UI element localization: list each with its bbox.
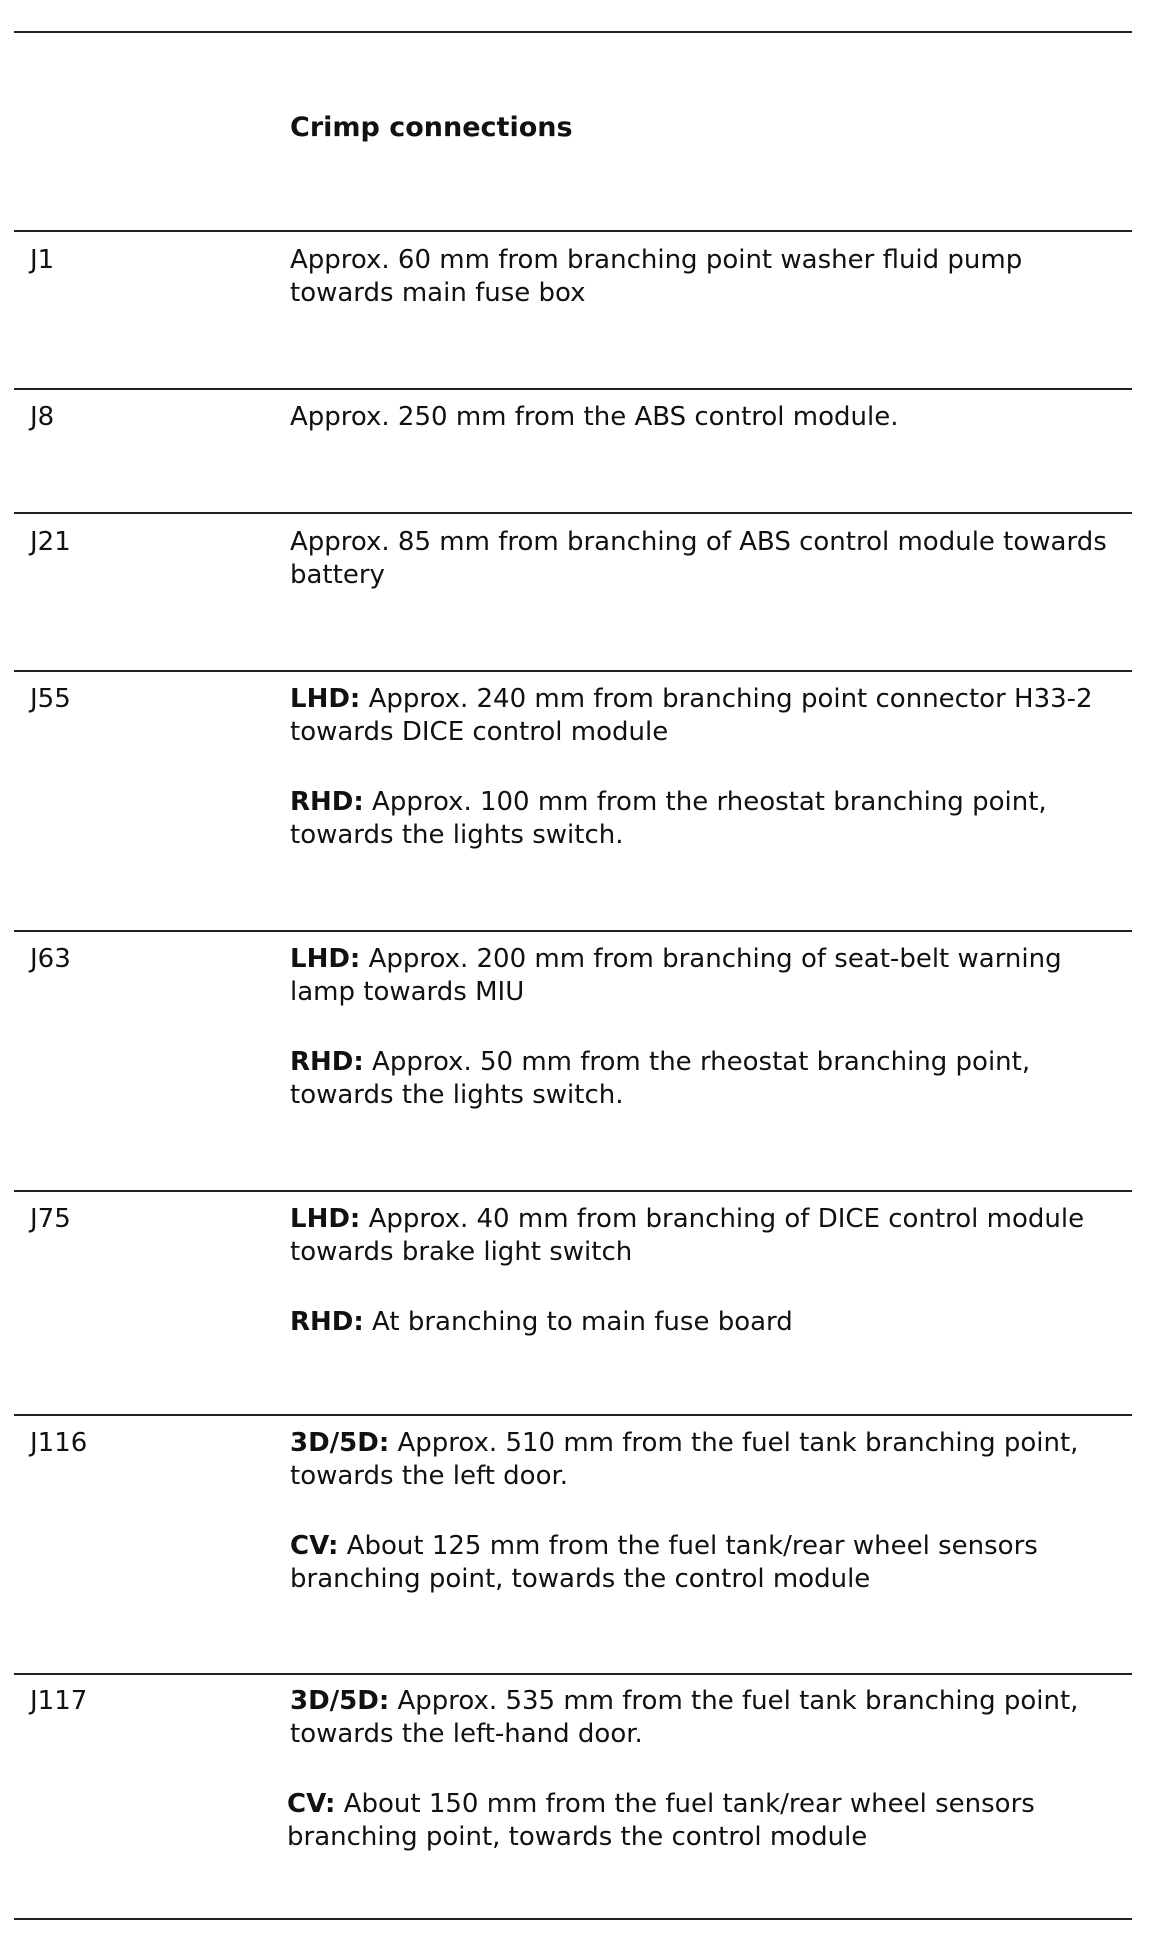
bottom-rule [14, 1918, 1132, 1920]
paragraph-text: Approx. 85 mm from branching of ABS control module towards battery [290, 527, 1107, 590]
variant-label: LHD: [290, 1204, 361, 1234]
row-divider [14, 1190, 1132, 1192]
paragraph-text: About 150 mm from the fuel tank/rear wheel sensors branching point, towards the control module [287, 1789, 1035, 1852]
row-divider [14, 388, 1132, 390]
description-paragraph [290, 1306, 1130, 1339]
variant-label: RHD: [290, 787, 364, 817]
connection-code: J117 [30, 1686, 88, 1716]
variant-label: CV: [287, 1789, 336, 1819]
row-divider [14, 512, 1132, 514]
paragraph-text: Approx. 40 mm from branching of DICE control module towards brake light switch [290, 1204, 1085, 1267]
header-rule [14, 230, 1132, 232]
page-title: Crimp connections [290, 112, 573, 143]
paragraph-text: About 125 mm from the fuel tank/rear wheel sensors branching point, towards the control module [290, 1531, 1038, 1594]
variant-label: RHD: [290, 1307, 364, 1337]
paragraph-text: Approx. 250 mm from the ABS control module. [290, 402, 899, 432]
connection-code: J1 [30, 245, 55, 275]
description-paragraph [290, 526, 1130, 592]
top-rule [14, 31, 1132, 33]
row-divider [14, 930, 1132, 932]
description-paragraph [290, 401, 1130, 434]
paragraph-text: Approx. 100 mm from the rheostat branching point, towards the lights switch. [290, 787, 1047, 850]
connection-description [290, 244, 1130, 310]
row-divider [14, 1673, 1132, 1675]
connection-description [290, 1427, 1130, 1596]
variant-label: LHD: [290, 684, 361, 714]
description-paragraph [290, 1530, 1130, 1596]
connection-description [290, 401, 1130, 434]
row-divider [14, 670, 1132, 672]
paragraph-text: Approx. 200 mm from branching of seat-belt warning lamp towards MIU [290, 944, 1062, 1007]
connection-code: J21 [30, 527, 71, 557]
description-paragraph [290, 943, 1130, 1009]
description-paragraph [290, 1203, 1130, 1269]
connection-code: J116 [30, 1428, 88, 1458]
variant-label: RHD: [290, 1047, 364, 1077]
paragraph-text: Approx. 50 mm from the rheostat branching point, towards the lights switch. [290, 1047, 1031, 1110]
variant-label: 3D/5D: [290, 1428, 390, 1458]
connection-code: J63 [30, 944, 71, 974]
paragraph-text: Approx. 240 mm from branching point connector H33-2 towards DICE control module [290, 684, 1093, 747]
description-paragraph [287, 1788, 1130, 1854]
description-paragraph [290, 1046, 1130, 1112]
paragraph-text: Approx. 535 mm from the fuel tank branching point, towards the left-hand door. [290, 1686, 1079, 1749]
connection-description [287, 1685, 1130, 1854]
connection-code: J55 [30, 684, 71, 714]
variant-label: CV: [290, 1531, 339, 1561]
description-paragraph [290, 1427, 1130, 1493]
variant-label: LHD: [290, 944, 361, 974]
connection-description [290, 1203, 1130, 1339]
connection-code: J8 [30, 402, 55, 432]
connection-description [290, 683, 1130, 852]
description-paragraph [290, 1685, 1130, 1751]
connection-description [290, 943, 1130, 1112]
description-paragraph [290, 786, 1130, 852]
paragraph-text: Approx. 60 mm from branching point washer fluid pump towards main fuse box [290, 245, 1023, 308]
description-paragraph [290, 244, 1130, 310]
connection-description [290, 526, 1130, 592]
paragraph-text: At branching to main fuse board [372, 1307, 793, 1337]
description-paragraph [290, 683, 1130, 749]
variant-label: 3D/5D: [290, 1686, 390, 1716]
row-divider [14, 1414, 1132, 1416]
connection-code: J75 [30, 1204, 71, 1234]
paragraph-text: Approx. 510 mm from the fuel tank branching point, towards the left door. [290, 1428, 1079, 1491]
